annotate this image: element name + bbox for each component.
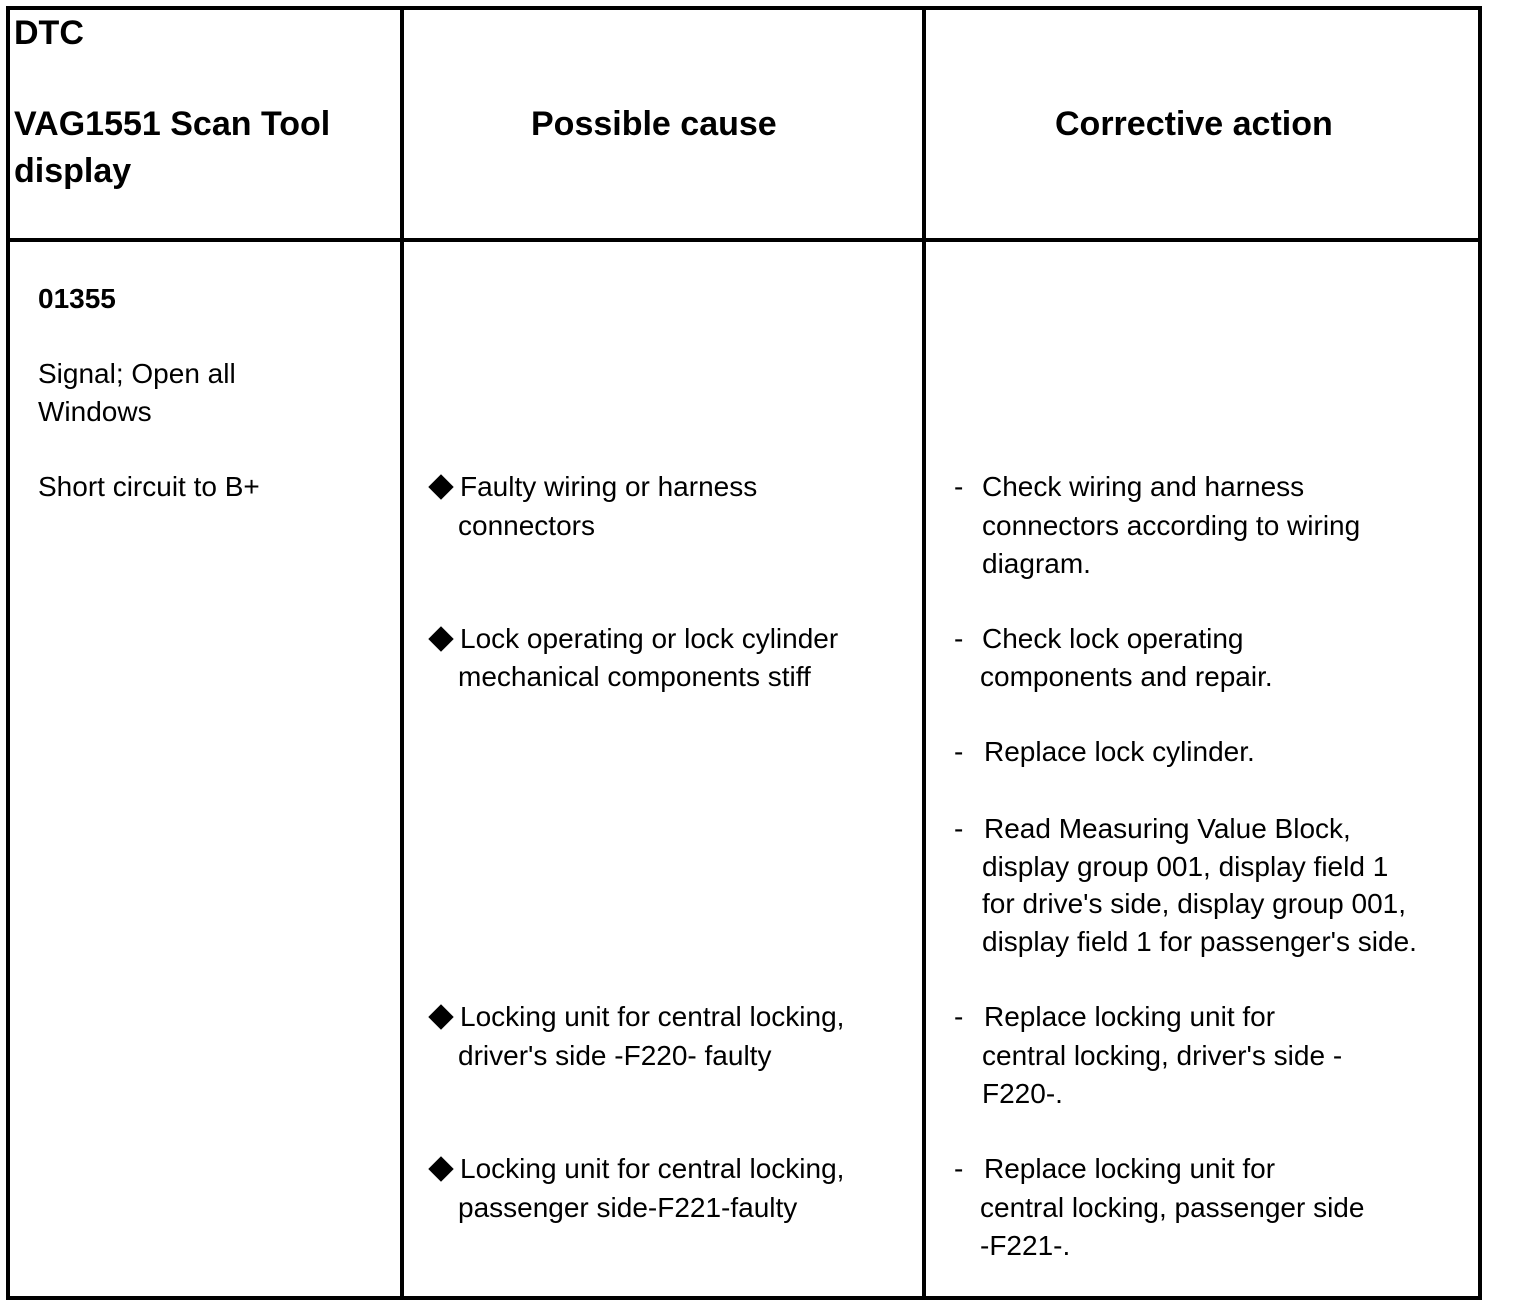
cause-line: Locking unit for central locking, [460, 1153, 845, 1184]
action-line: central locking, driver's side - [982, 1040, 1343, 1071]
header-dtc: DTC [14, 14, 84, 52]
dash-marker: - [954, 623, 964, 654]
action-line: Replace locking unit for [984, 1153, 1276, 1184]
column-divider-1 [400, 10, 404, 1296]
action-line: F220-. [982, 1078, 1063, 1109]
dash-marker: - [954, 1153, 964, 1184]
dash-marker: - [954, 813, 964, 844]
cause-line: Faulty wiring or harness [460, 471, 758, 502]
cause-line: driver's side -F220- faulty [458, 1040, 772, 1071]
dash-marker: - [954, 1001, 964, 1032]
action-line: Check wiring and harness [982, 471, 1305, 502]
action-line: connectors according to wiring [982, 510, 1361, 541]
action-line: diagram. [982, 548, 1091, 579]
dtc-condition: Short circuit to B+ [38, 471, 260, 502]
action-line: -F221-. [980, 1230, 1071, 1261]
cause-line: Lock operating or lock cylinder [460, 623, 839, 654]
dtc-signal-line1: Signal; Open all [38, 358, 236, 389]
action-line: Check lock operating [982, 623, 1244, 654]
dash-marker: - [954, 471, 964, 502]
header-display: display [14, 152, 132, 190]
cause-line: passenger side-F221-faulty [458, 1192, 798, 1223]
action-line: display group 001, display field 1 [982, 851, 1389, 882]
cause-line: connectors [458, 510, 595, 541]
dtc-code: 01355 [38, 283, 116, 314]
action-line: Replace locking unit for [984, 1001, 1276, 1032]
header-possible-cause: Possible cause [531, 105, 777, 143]
action-line: for drive's side, display group 001, [982, 888, 1407, 919]
column-divider-2 [922, 10, 926, 1296]
header-divider [10, 238, 1478, 242]
cause-line: Locking unit for central locking, [460, 1001, 845, 1032]
action-line: display field 1 for passenger's side. [982, 926, 1417, 957]
action-line: Replace lock cylinder. [984, 736, 1255, 767]
action-line: central locking, passenger side [980, 1192, 1365, 1223]
action-line: components and repair. [980, 661, 1273, 692]
cause-line: mechanical components stiff [458, 661, 811, 692]
dash-marker: - [954, 736, 964, 767]
header-corrective-action: Corrective action [1055, 105, 1333, 143]
action-line: Read Measuring Value Block, [984, 813, 1351, 844]
dtc-signal-line2: Windows [38, 396, 152, 427]
header-scan-tool: VAG1551 Scan Tool [14, 105, 331, 143]
